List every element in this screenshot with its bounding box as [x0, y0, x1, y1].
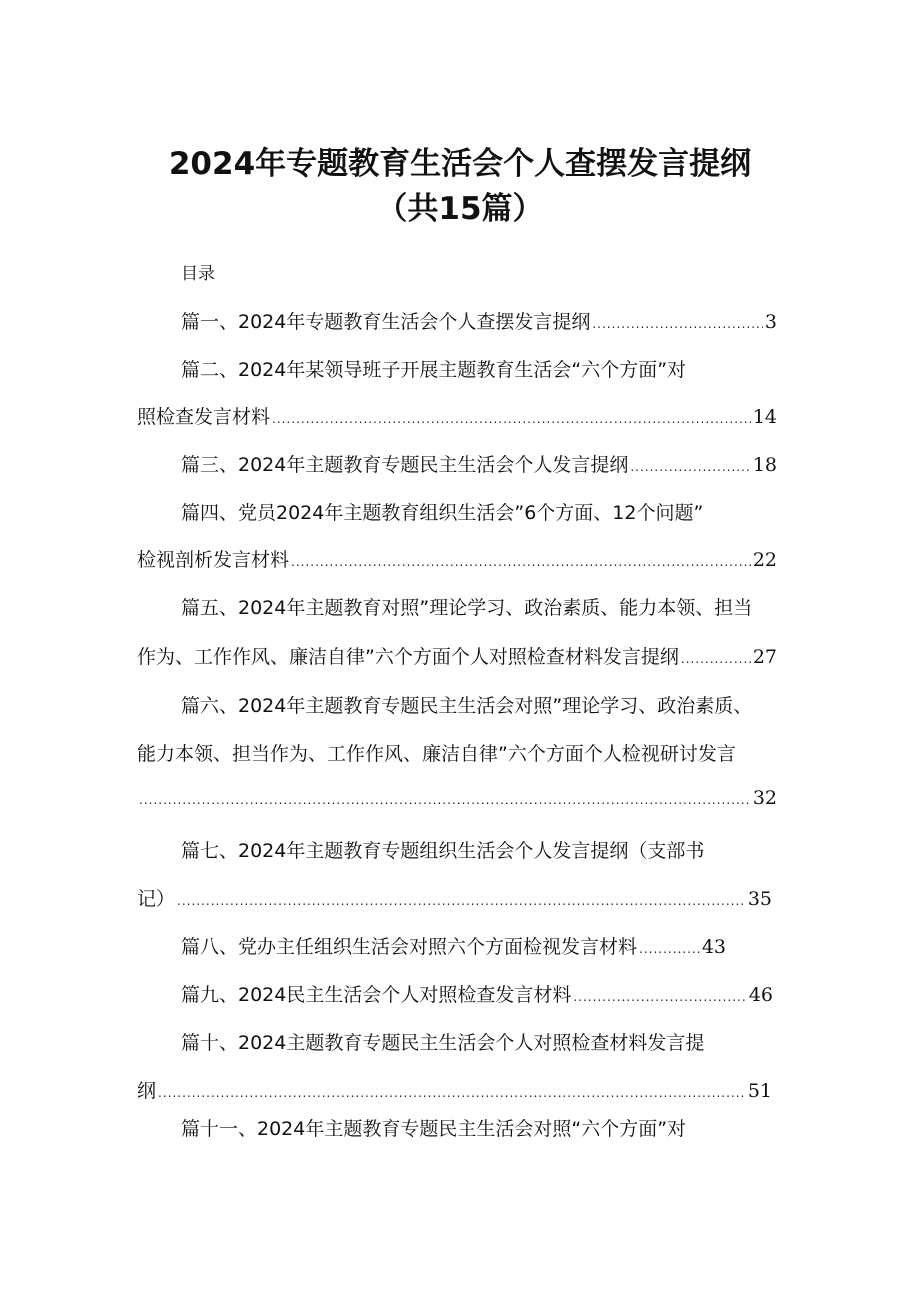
toc-leader-dots — [272, 412, 751, 426]
toc-entry-9-page: 46 — [748, 984, 773, 1006]
toc-leader-dots — [681, 652, 751, 666]
toc-entry-9[interactable] — [181, 980, 773, 1007]
toc-entry-1-text: 篇一、2024年专题教育生活会个人查摆发言提纲 — [181, 311, 591, 333]
toc-entry-6-page: 32 — [752, 787, 777, 809]
toc-entry-2[interactable] — [137, 402, 777, 429]
toc-leader-dots — [177, 894, 746, 908]
toc-entry-7[interactable] — [137, 884, 772, 911]
toc-entry-8[interactable] — [181, 932, 726, 959]
toc-entry-9-text: 篇九、2024民主生活会个人对照检查发言材料 — [181, 984, 572, 1006]
toc-entry-5-page: 27 — [752, 646, 777, 668]
toc-entry-7-text: 记） — [137, 888, 176, 910]
document-title-line1: 2024年专题教育生活会个人查摆发言提纲 — [168, 146, 752, 182]
toc-leader-dots — [158, 1086, 746, 1100]
toc-entry-2-text: 照检查发言材料 — [137, 406, 271, 428]
toc-entry-2-page: 14 — [752, 406, 777, 428]
toc-entry-6-line1[interactable]: 篇六、2024年主题教育专题民主生活会对照”理论学习、政治素质、 — [181, 695, 753, 717]
toc-entry-4[interactable] — [137, 545, 777, 572]
toc-leader-dots — [573, 990, 746, 1004]
toc-entry-10-text: 纲 — [137, 1080, 157, 1102]
toc-leader-dots — [291, 555, 751, 569]
toc-entry-5[interactable] — [137, 642, 777, 669]
toc-entry-5-line1[interactable]: 篇五、2024年主题教育对照”理论学习、政治素质、能力本领、担当 — [181, 597, 753, 619]
toc-entry-3-page: 18 — [752, 454, 777, 476]
toc-entry-3[interactable] — [181, 450, 777, 477]
toc-leader-dots — [639, 942, 700, 956]
toc-leader-dots — [630, 460, 750, 474]
toc-leader-dots — [592, 317, 763, 331]
toc-entry-10[interactable] — [137, 1076, 772, 1103]
toc-entry-1-page: 3 — [764, 311, 777, 333]
toc-entry-1[interactable] — [181, 307, 777, 334]
toc-entry-4-page: 22 — [752, 549, 777, 571]
toc-entry-4-line1[interactable]: 篇四、党员2024年主题教育组织生活会”6个方面、12个问题” — [181, 502, 704, 524]
toc-entry-10-page: 51 — [747, 1080, 772, 1102]
toc-entry-10-line1[interactable]: 篇十、2024主题教育专题民主生活会个人对照检查材料发言提 — [181, 1032, 705, 1054]
toc-entry-4-text: 检视剖析发言材料 — [137, 549, 290, 571]
toc-entry-8-text: 篇八、党办主任组织生活会对照六个方面检视发言材料 — [181, 936, 638, 958]
toc-entry-7-page: 35 — [747, 888, 772, 910]
document-title-line2: （共15篇） — [376, 191, 544, 227]
toc-entry-6-line2[interactable]: 能力本领、担当作为、工作作风、廉洁自律”六个方面个人检视研讨发言 — [137, 743, 736, 765]
toc-entry-6[interactable] — [137, 787, 777, 809]
toc-entry-8-page: 43 — [701, 936, 726, 958]
toc-leader-dots — [139, 793, 751, 807]
toc-entry-11-line1[interactable]: 篇十一、2024年主题教育专题民主生活会对照“六个方面”对 — [181, 1118, 687, 1140]
toc-entry-2-line1[interactable]: 篇二、2024年某领导班子开展主题教育生活会“六个方面”对 — [181, 359, 687, 381]
toc-entry-7-line1[interactable]: 篇七、2024年主题教育专题组织生活会个人发言提纲（支部书 — [181, 840, 705, 862]
toc-entry-3-text: 篇三、2024年主题教育专题民主生活会个人发言提纲 — [181, 454, 629, 476]
toc-heading: 目录 — [181, 264, 215, 284]
toc-entry-5-text: 作为、工作作风、廉洁自律”六个方面个人对照检查材料发言提纲 — [137, 646, 679, 668]
